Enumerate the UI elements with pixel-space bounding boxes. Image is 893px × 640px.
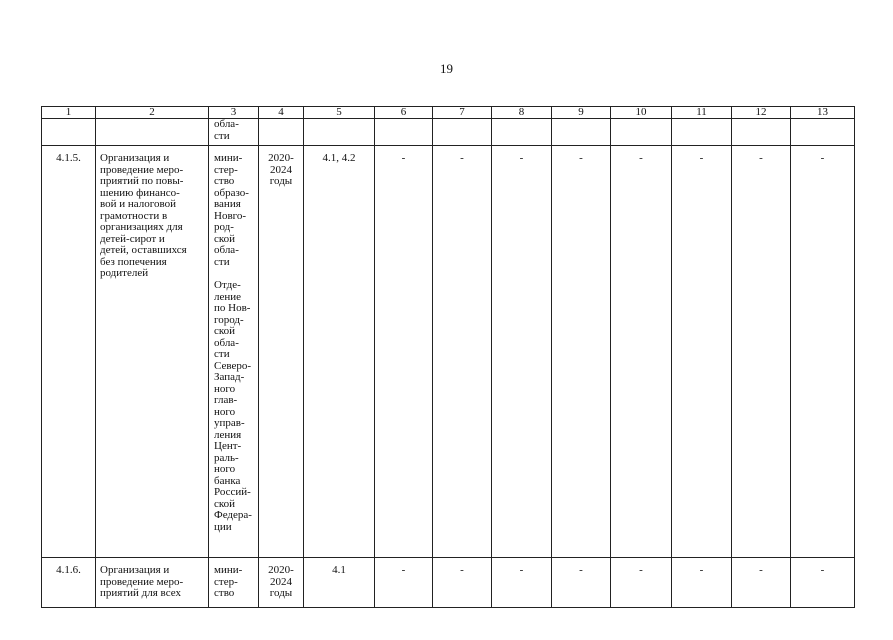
table-cell <box>791 119 855 146</box>
header-cell: 11 <box>672 107 732 119</box>
page-number: 19 <box>440 61 453 76</box>
table-cell <box>375 119 433 146</box>
header-cell: 6 <box>375 107 433 119</box>
header-cell: 4 <box>259 107 304 119</box>
header-cell: 9 <box>552 107 611 119</box>
executor-secondary: Отде- ление по Нов- город- ской обла- сти Северо- Запад- ного глав- ного управ- ления Цент- раль- ного банка Россий- ской Федера- ции <box>214 279 252 533</box>
table-cell <box>433 119 492 146</box>
target-indicators: 4.1 <box>304 558 375 608</box>
value-cell: - <box>552 146 611 558</box>
value-cell: - <box>611 146 672 558</box>
value-cell: - <box>375 146 433 558</box>
table-cell <box>672 119 732 146</box>
value-cell: - <box>732 146 791 558</box>
header-cell: 7 <box>433 107 492 119</box>
header-cell: 8 <box>492 107 552 119</box>
value-cell: - <box>791 558 855 608</box>
value-cell: - <box>492 146 552 558</box>
table-cell <box>732 119 791 146</box>
table-cell <box>96 119 209 146</box>
value-cell: - <box>375 558 433 608</box>
table-cell <box>492 119 552 146</box>
table-cell <box>611 119 672 146</box>
header-cell: 3 <box>209 107 259 119</box>
value-cell: - <box>552 558 611 608</box>
executor-cell <box>209 146 259 558</box>
measures-table <box>41 106 855 608</box>
value-cell: - <box>672 146 732 558</box>
table-row <box>42 146 855 558</box>
continuation-row <box>42 119 855 146</box>
period: 2020- 2024 годы <box>259 558 304 608</box>
executor-primary: мини- стер- ство <box>209 558 259 608</box>
value-cell: - <box>611 558 672 608</box>
table-row <box>42 558 855 608</box>
value-cell: - <box>433 146 492 558</box>
table-cell <box>304 119 375 146</box>
measure-name: Организация и проведение меро- приятий по повы- шению финансо- вой и налоговой грамотности в организациях для детей-сирот и детей, оставшихся без попечения родителей <box>96 146 209 558</box>
row-number: 4.1.6. <box>42 558 96 608</box>
value-cell: - <box>433 558 492 608</box>
header-cell: 13 <box>791 107 855 119</box>
period: 2020- 2024 годы <box>259 146 304 558</box>
value-cell: - <box>732 558 791 608</box>
header-cell: 12 <box>732 107 791 119</box>
executor-primary: мини- стер- ство образо- вания Новго- род- ской обла- сти <box>214 152 249 268</box>
table-cell <box>259 119 304 146</box>
value-cell: - <box>791 146 855 558</box>
table-cell <box>552 119 611 146</box>
header-cell: 2 <box>96 107 209 119</box>
row-number: 4.1.5. <box>42 146 96 558</box>
value-cell: - <box>492 558 552 608</box>
value-cell: - <box>672 558 732 608</box>
target-indicators: 4.1, 4.2 <box>304 146 375 558</box>
header-cell: 5 <box>304 107 375 119</box>
measure-name: Организация и проведение меро- приятий для всех <box>96 558 209 608</box>
header-cell: 10 <box>611 107 672 119</box>
header-cell: 1 <box>42 107 96 119</box>
table-cell <box>42 119 96 146</box>
header-row <box>42 107 855 119</box>
executor-continuation: обла- сти <box>209 119 259 146</box>
